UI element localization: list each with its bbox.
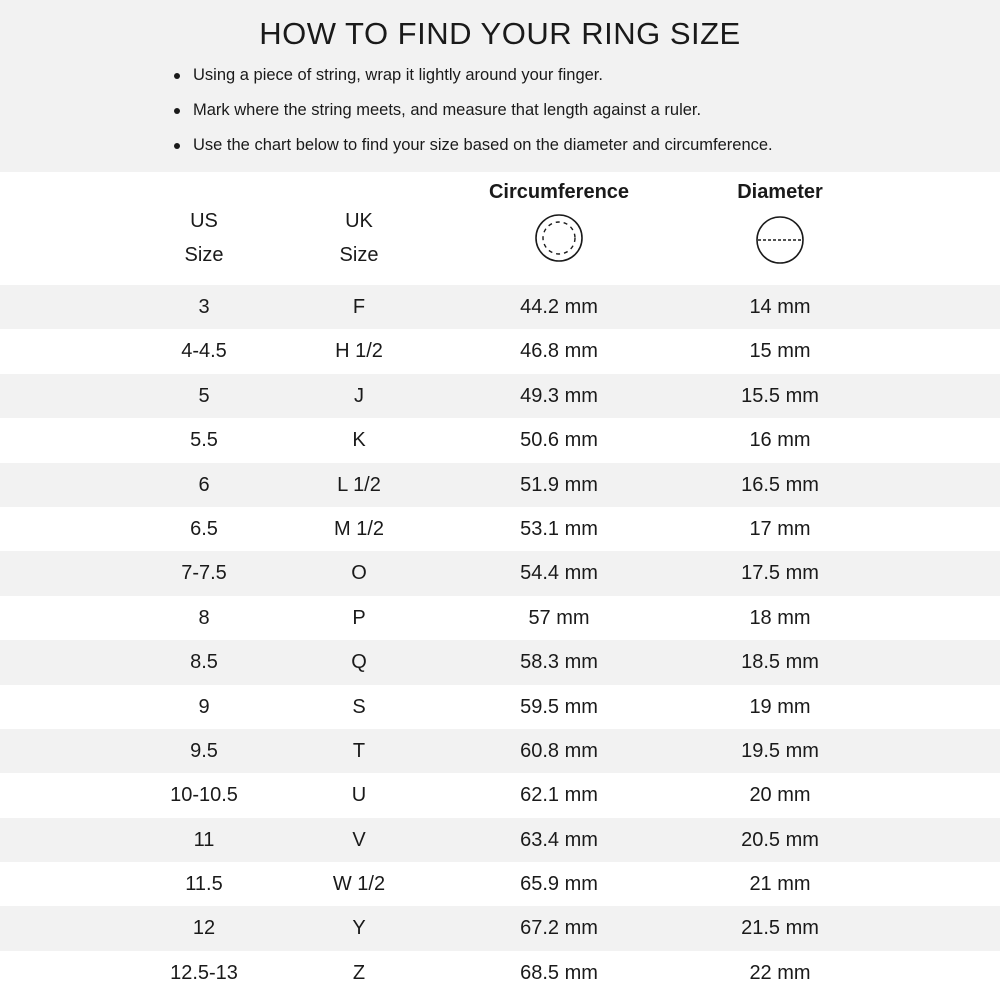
instruction-list (0, 58, 1000, 163)
table-row (0, 507, 1000, 551)
uk-size-header (299, 204, 419, 272)
circumference-cell: 63.4 mm (520, 828, 598, 851)
diameter-cell: 22 mm (749, 961, 811, 984)
table-row (0, 862, 1000, 906)
table-row (0, 551, 1000, 595)
table-row (0, 596, 1000, 640)
us-size-cell: 11 (193, 828, 215, 851)
instruction-text: Mark where the string meets, and measure that length against a ruler. (193, 101, 702, 119)
uk-size-cell: F (352, 296, 366, 318)
diameter-cell: 15.5 mm (741, 384, 819, 407)
circumference-cell: 49.3 mm (520, 384, 598, 407)
circumference-cell: 62.1 mm (520, 784, 598, 807)
circumference-cell: 57 mm (528, 606, 590, 629)
dashed-circle-icon (534, 213, 584, 268)
table-row (0, 729, 1000, 773)
diameter-cell: 16 mm (749, 429, 811, 452)
circumference-header: Circumference (488, 181, 630, 203)
uk-header-line1: UK (345, 210, 373, 232)
diameter-cell: 19.5 mm (741, 739, 819, 762)
uk-size-cell: Y (352, 917, 366, 940)
us-size-cell: 10-10.5 (170, 784, 238, 807)
uk-size-cell: U (351, 784, 367, 807)
instructions-panel (0, 0, 1000, 172)
table-row (0, 640, 1000, 684)
circle-diameter-icon (755, 215, 805, 270)
instruction-item (174, 93, 1000, 128)
bullet-icon (174, 73, 180, 79)
instruction-text: Use the chart below to find your size based on the diameter and circumference. (193, 136, 773, 154)
circumference-cell: 65.9 mm (520, 873, 598, 896)
us-size-cell: 8 (198, 606, 210, 629)
diameter-cell: 15 mm (749, 340, 811, 363)
table-row (0, 463, 1000, 507)
table-row (0, 285, 1000, 329)
diameter-cell: 21.5 mm (741, 917, 819, 940)
instruction-item (174, 58, 1000, 93)
circumference-cell: 53.1 mm (520, 517, 598, 540)
uk-size-cell: W 1/2 (332, 873, 386, 896)
uk-size-cell: L 1/2 (337, 473, 381, 496)
uk-size-cell: V (352, 828, 366, 851)
instruction-text: Using a piece of string, wrap it lightly around your finger. (193, 66, 603, 84)
us-size-cell: 7-7.5 (181, 562, 227, 585)
table-row (0, 818, 1000, 862)
circumference-cell: 50.6 mm (520, 429, 598, 452)
circumference-cell: 58.3 mm (520, 651, 598, 674)
circumference-cell: 67.2 mm (520, 917, 598, 940)
uk-size-cell: M 1/2 (333, 517, 385, 540)
uk-size-cell: H 1/2 (335, 340, 383, 363)
circumference-cell: 44.2 mm (520, 296, 598, 318)
circumference-cell: 60.8 mm (520, 739, 598, 762)
diameter-cell: 18.5 mm (741, 651, 819, 674)
uk-size-cell: T (352, 739, 366, 762)
table-row (0, 418, 1000, 462)
uk-size-cell: P (352, 606, 366, 629)
uk-size-cell: O (351, 562, 367, 585)
table-row (0, 951, 1000, 995)
table-row (0, 329, 1000, 373)
bullet-icon (174, 108, 180, 114)
uk-size-cell: J (354, 384, 364, 407)
diameter-cell: 19 mm (749, 695, 811, 718)
diameter-cell: 21 mm (749, 873, 811, 896)
uk-header-line2: Size (339, 244, 379, 266)
table-row (0, 685, 1000, 729)
diameter-header: Diameter (737, 181, 823, 203)
diameter-cell: 18 mm (749, 606, 811, 629)
diameter-cell: 20.5 mm (741, 828, 819, 851)
uk-size-cell: S (352, 695, 366, 718)
circumference-cell: 46.8 mm (520, 340, 598, 363)
us-size-header (144, 204, 264, 272)
table-row (0, 374, 1000, 418)
circumference-cell: 54.4 mm (520, 562, 598, 585)
size-table-body (0, 285, 1000, 995)
bullet-icon (174, 143, 180, 149)
us-header-line1: US (190, 210, 218, 232)
us-size-cell: 5.5 (190, 429, 218, 452)
uk-size-cell: K (352, 429, 366, 452)
us-size-cell: 6.5 (190, 517, 218, 540)
table-row (0, 773, 1000, 817)
us-size-cell: 9.5 (190, 739, 218, 762)
us-size-cell: 8.5 (190, 651, 218, 674)
page-title: HOW TO FIND YOUR RING SIZE (259, 16, 741, 51)
circumference-cell: 59.5 mm (520, 695, 598, 718)
diameter-cell: 16.5 mm (741, 473, 819, 496)
circumference-cell: 51.9 mm (520, 473, 598, 496)
diameter-cell: 17 mm (749, 517, 811, 540)
diameter-cell: 17.5 mm (741, 562, 819, 585)
uk-size-cell: Z (352, 961, 366, 984)
us-size-cell: 4-4.5 (181, 340, 227, 363)
instruction-item (174, 128, 1000, 163)
table-row (0, 906, 1000, 950)
diameter-cell: 14 mm (749, 296, 811, 318)
us-size-cell: 3 (198, 296, 210, 318)
table-header (0, 172, 1000, 285)
us-size-cell: 11.5 (185, 873, 223, 896)
us-size-cell: 5 (198, 384, 210, 407)
diameter-cell: 20 mm (749, 784, 811, 807)
us-size-cell: 12.5-13 (170, 961, 238, 984)
us-header-line2: Size (184, 244, 224, 266)
us-size-cell: 6 (198, 473, 210, 496)
uk-size-cell: Q (351, 651, 367, 674)
us-size-cell: 12 (192, 917, 216, 940)
circumference-cell: 68.5 mm (520, 961, 598, 984)
us-size-cell: 9 (198, 695, 210, 718)
